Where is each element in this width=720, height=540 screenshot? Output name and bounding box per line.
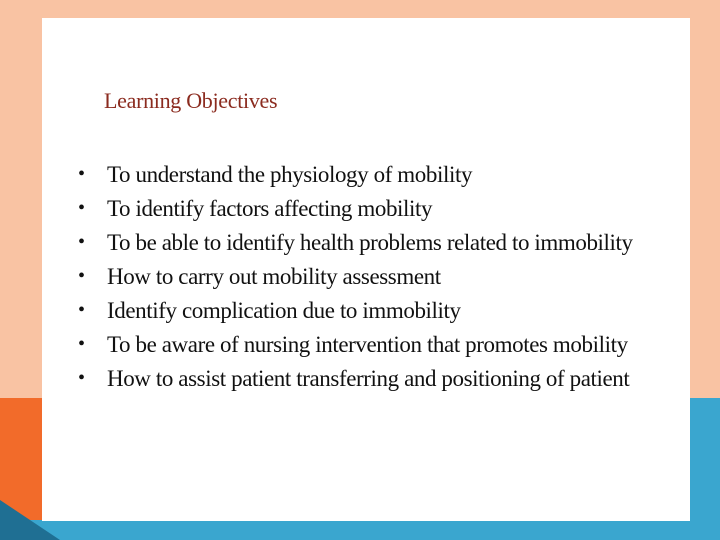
- objective-text: To identify factors affecting mobility: [107, 196, 433, 221]
- bullet-icon: •: [78, 333, 85, 355]
- bullet-icon: •: [78, 197, 85, 219]
- blue-bottom-band: [0, 520, 720, 540]
- objective-item: [78, 296, 638, 325]
- slide-title: Learning Objectives: [104, 88, 278, 113]
- objective-item: [78, 194, 638, 223]
- objective-item: [78, 228, 638, 257]
- bullet-icon: •: [78, 231, 85, 253]
- objective-text: How to assist patient transferring and positioning of patient: [107, 366, 630, 391]
- objectives-list: [78, 160, 638, 398]
- bullet-icon: •: [78, 299, 85, 321]
- objective-item: [78, 364, 638, 393]
- objective-text: Identify complication due to immobility: [107, 298, 461, 323]
- objective-text: How to carry out mobility assessment: [107, 264, 441, 289]
- objective-text: To be aware of nursing intervention that promotes mobility: [107, 332, 628, 357]
- bullet-icon: •: [78, 163, 85, 185]
- bullet-icon: •: [78, 265, 85, 287]
- objective-text: To understand the physiology of mobility: [107, 162, 473, 187]
- objective-text: To be able to identify health problems related to immobility: [107, 230, 633, 255]
- slide-card: [42, 18, 690, 521]
- bullet-icon: •: [78, 367, 85, 389]
- objective-item: [78, 330, 638, 359]
- objective-item: [78, 262, 638, 291]
- objective-item: [78, 160, 638, 189]
